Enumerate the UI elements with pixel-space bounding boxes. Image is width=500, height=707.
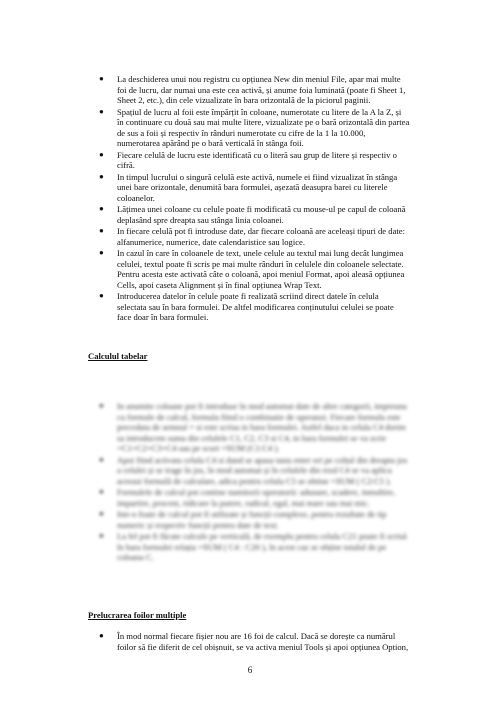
- bullet-list-spreadsheet-basics: [0, 74, 500, 324]
- bullet-icon: ●: [99, 531, 104, 540]
- bullet-icon: ●: [99, 171, 104, 181]
- bullet-icon: ●: [99, 291, 104, 300]
- bullet-icon: ●: [99, 401, 104, 410]
- bullet-icon: ●: [99, 149, 104, 159]
- bullet-icon: ●: [99, 454, 104, 464]
- page-number: 6: [247, 665, 253, 675]
- list-item-text: La fel pot fi făcute calcule pe verticală, de exemplu pentru celula C21 poate fi scrisă în bara formulei relația =SUM ( C4 : C20 ), în acest caz se obține totalul de pe coloana C.: [117, 531, 407, 562]
- list-item-text: In cazul în care în coloanele de text, unele celule au textul mai lung decât lungimea celulei, textul poate fi scris pe mai multe rânduri în celulele din coloanele selectate. Pentru acesta este activată câte o coloană, apoi meniul Format, apoi aleasă opțiunea Cells, apoi caseta Alignment și în final opțiunea Wrap Text.: [117, 248, 405, 290]
- list-item: [0, 226, 500, 247]
- list-item-text: Fiecare celulă de lucru este identificată cu o literă sau grup de litere și respectiv o cifră.: [117, 149, 397, 170]
- list-item: [0, 150, 500, 171]
- list-item: [0, 509, 500, 530]
- bullet-icon: ●: [99, 509, 104, 518]
- bullet-icon: ●: [99, 74, 104, 83]
- bullet-icon: ●: [99, 631, 104, 640]
- list-item: [0, 631, 500, 652]
- bullet-list-calculul-tabelar: [0, 401, 500, 564]
- list-item-text: La deschiderea unui nou registru cu opțiunea New din meniul File, apar mai multe foi de lucru, dar numai una este cea activă, și anume foia luminată (poate fi Sheet 1, Sheet 2, etc.), din cele vizualizate în bara orizontală de la piciorul paginii.: [117, 74, 406, 105]
- list-item-text: În mod normal fiecare fișier nou are 16 foi de calcul. Dacă se dorește ca numărul foilor să fie diferit de cel obișnuit, se va activa meniul Tools și apoi opțiunea Option,: [117, 631, 409, 652]
- list-item-text: Spațiul de lucru al foii este împărțit în coloane, numerotate cu litere de la A la Z, și în continuare cu două sau mai multe litere, vizualizate pe o bară orizontală din partea de sus a foii și respectiv în rânduri numerotate cu cifre de la 1 la 10.000, numerotarea apărând pe o bară verticală în stânga foii.: [117, 106, 410, 148]
- list-item: [0, 172, 500, 204]
- list-item: [0, 455, 500, 487]
- list-item: [0, 531, 500, 563]
- bullet-icon: ●: [99, 226, 104, 235]
- list-item-text: Lățimea unei coloane cu celule poate fi modificată cu mouse-ul pe capul de coloană deplasând spre dreapta sau stânga linia coloanei.: [117, 204, 406, 225]
- list-item: [0, 107, 500, 149]
- list-item-text: Introducerea datelor în celule poate fi realizată scriind direct datele în celula selectata sau în bara formulei. De altfel modificarea conținutului celulei se poate face doar în bara formulei.: [117, 291, 394, 322]
- list-item-text: Apoi fiind activata celula C4 si dand se apasa tasta enter ori pe colțul din dreapta jos a celulei și se trage în jos, în mod automat și în celulele din rezd C4 se va aplica aceeasi formulă de calculare, adica pentru celula C5 se obtine =SUM ( C2:C5 ).: [117, 454, 408, 486]
- list-item: [0, 487, 500, 508]
- list-item: [0, 401, 500, 454]
- section-heading-prelucrarea-foilor: Prelucrarea foilor multiple: [88, 610, 187, 620]
- list-item: [0, 291, 500, 323]
- list-item-text: Intr-o foaie de calcul pot fi utilizate și funcții complexe, pentru rezultate de tip numeric și respectiv funcții pentru date de text.: [117, 509, 387, 530]
- list-item: [0, 248, 500, 290]
- list-item-text: In fiecare celulă pot fi introduse date, dar fiecare coloană are aceleași tipuri de date: alfanumerice, numerice, date calendaristice sau logice.: [117, 226, 405, 247]
- list-item-text: In anumite coloane pot fi introduse în mod automat date de altre categorii, impreuna cu formule de calcul, formula fiind o combinatie de operanzi. Fiecare formula este precedata de semnul = si este scrisa in bara formulei. Astfel daca in celula C4 dorim sa introducem suma din celulele C1, C2, C3 si C4, in bara formulei se va scrie =C1+C2+C3+C4 sau pe scurt =SUM (C1:C4 ).: [117, 401, 407, 453]
- bullet-icon: ●: [99, 106, 104, 116]
- bullet-icon: ●: [99, 248, 104, 257]
- list-item-text: Formulele de calcul pot contine numitorii operatorii: adunare, scadere, inmultire, impartire, procent, ridicare la putere, radical, egal, mai mare sau mai mic.: [117, 487, 396, 508]
- list-item: [0, 74, 500, 106]
- list-item-text: In timpul lucrului o singură celulă este activă, numele ei fiind vizualizat în stânga unei bare orizontale, denumită bara formulei, așezată deasupra barei cu literele coloanelor.: [117, 171, 398, 203]
- bullet-icon: ●: [99, 487, 104, 496]
- bullet-list-foi-multiple: [0, 631, 500, 653]
- section-heading-calculul-tabelar: Calculul tabelar: [88, 351, 148, 361]
- list-item: [0, 204, 500, 225]
- bullet-icon: ●: [99, 204, 104, 213]
